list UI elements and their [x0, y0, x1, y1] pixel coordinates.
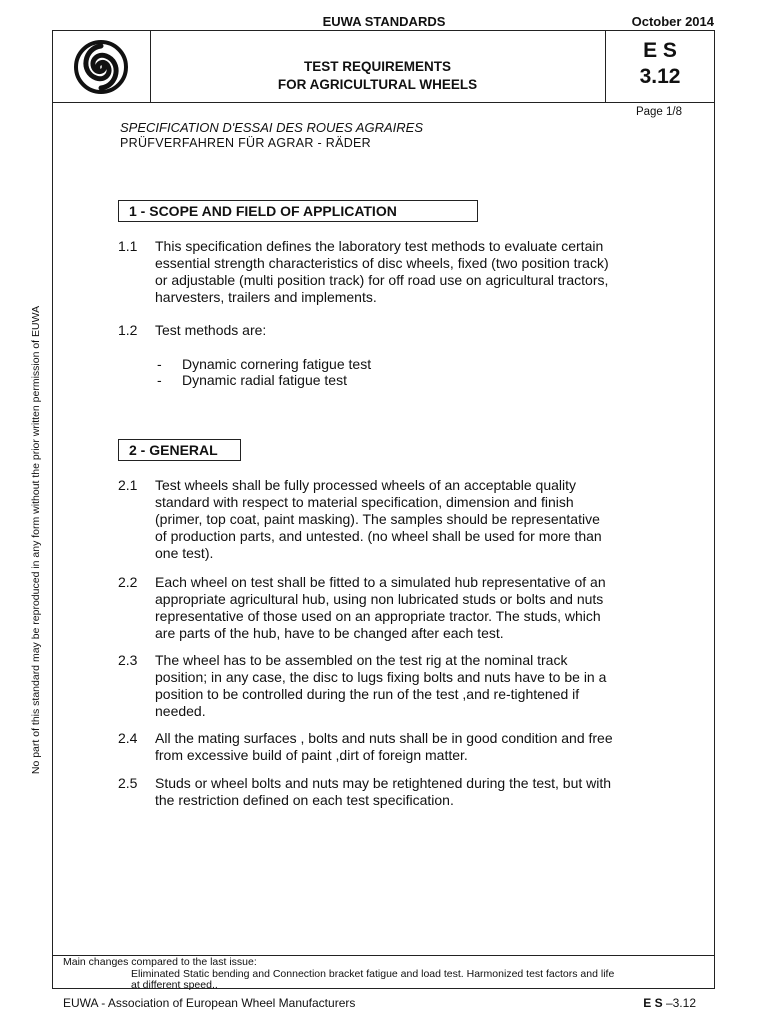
paragraph	[155, 775, 669, 809]
footer-code-number: –3.12	[662, 996, 696, 1010]
text-line: (primer, top coat, paint masking). The samples should be representative	[155, 511, 600, 527]
text-line: of production parts, and untested. (no wheel shall be used for more than	[155, 528, 602, 544]
page-number: Page 1/8	[635, 106, 682, 118]
changes-box	[52, 956, 715, 989]
changes-label: Main changes compared to the last issue:	[63, 956, 257, 968]
changes-text: at different speed..	[131, 979, 218, 991]
paragraph	[155, 652, 669, 720]
code-line: 3.12	[639, 65, 681, 88]
bullet-dash: -	[157, 372, 162, 388]
title-line: TEST REQUIREMENTS	[303, 59, 451, 74]
standard-code	[605, 38, 715, 90]
footer-org: EUWA - Association of European Wheel Manufacturers	[63, 996, 356, 1010]
title-line: FOR AGRICULTURAL WHEELS	[277, 77, 478, 92]
footer-code	[643, 996, 696, 1010]
text-line: essential strength characteristics of disc wheels, fixed (two position track)	[155, 255, 609, 271]
item-number: 2.5	[118, 775, 138, 791]
bullet-item: Dynamic radial fatigue test	[182, 372, 347, 388]
paragraph	[155, 238, 669, 306]
item-number: 1.2	[118, 322, 138, 338]
bullet-item: Dynamic cornering fatigue test	[182, 356, 372, 372]
item-number: 2.1	[118, 477, 138, 493]
text-line: position to be controlled during the run of the test ,and re-tightened if	[155, 686, 580, 702]
text-line: or adjustable (multi position track) for off road use on agricultural tractors,	[155, 272, 609, 288]
code-line: E S	[643, 39, 677, 62]
text-line: the restriction defined on each test specification.	[155, 792, 454, 808]
changes-text: Eliminated Static bending and Connection bracket fatigue and load test. Harmonized test factors and life	[131, 968, 615, 980]
item-number: 2.3	[118, 652, 138, 668]
item-number: 1.1	[118, 238, 138, 254]
section-heading: 1 - SCOPE AND FIELD OF APPLICATION	[118, 200, 478, 222]
section-heading: 2 - GENERAL	[118, 439, 241, 461]
paragraph	[155, 730, 669, 764]
paragraph: Test methods are:	[155, 322, 267, 338]
text-line: harvesters, trailers and implements.	[155, 289, 377, 305]
issue-date: October 2014	[631, 14, 714, 29]
paragraph	[155, 574, 669, 642]
text-line: The wheel has to be assembled on the test rig at the nominal track	[155, 652, 568, 668]
text-line: position; in any case, the disc to lugs fixing bolts and nuts have to be in a	[155, 669, 607, 685]
item-number: 2.4	[118, 730, 138, 746]
paragraph	[155, 477, 669, 562]
org-name: EUWA STANDARDS	[322, 14, 446, 29]
header-divider	[52, 102, 715, 103]
item-number: 2.2	[118, 574, 138, 590]
text-line: from excessive build of paint ,dirt of foreign matter.	[155, 747, 468, 763]
subtitle-german: PRÜFVERFAHREN FÜR AGRAR - RÄDER	[120, 136, 371, 150]
text-line: Each wheel on test shall be fitted to a simulated hub representative of an	[155, 574, 606, 590]
side-note-text: No part of this standard may be reproduced in any form without the prior written permission of EUWA	[30, 305, 42, 775]
text-line: Test wheels shall be fully processed wheels of an acceptable quality	[155, 477, 577, 493]
text-line: one test).	[155, 545, 214, 561]
document-title	[150, 58, 605, 94]
text-line: standard with respect to material specification, dimension and finish	[155, 494, 574, 510]
text-line: representative of those used on an appropriate tractor. The studs, which	[155, 608, 601, 624]
bullet-dash: -	[157, 356, 162, 372]
text-line: needed.	[155, 703, 206, 719]
euwa-logo-icon	[68, 38, 134, 96]
text-line: All the mating surfaces , bolts and nuts shall be in good condition and free	[155, 730, 613, 746]
text-line: This specification defines the laboratory test methods to evaluate certain	[155, 238, 604, 254]
text-line: appropriate agricultural hub, using non lubricated studs or bolts and nuts	[155, 591, 604, 607]
text-line: Studs or wheel bolts and nuts may be retightened during the test, but with	[155, 775, 612, 791]
text-line: are parts of the hub, have to be changed after each test.	[155, 625, 504, 641]
footer-code-bold: E S	[643, 996, 663, 1010]
subtitle-french: SPECIFICATION D'ESSAI DES ROUES AGRAIRES	[120, 120, 423, 135]
